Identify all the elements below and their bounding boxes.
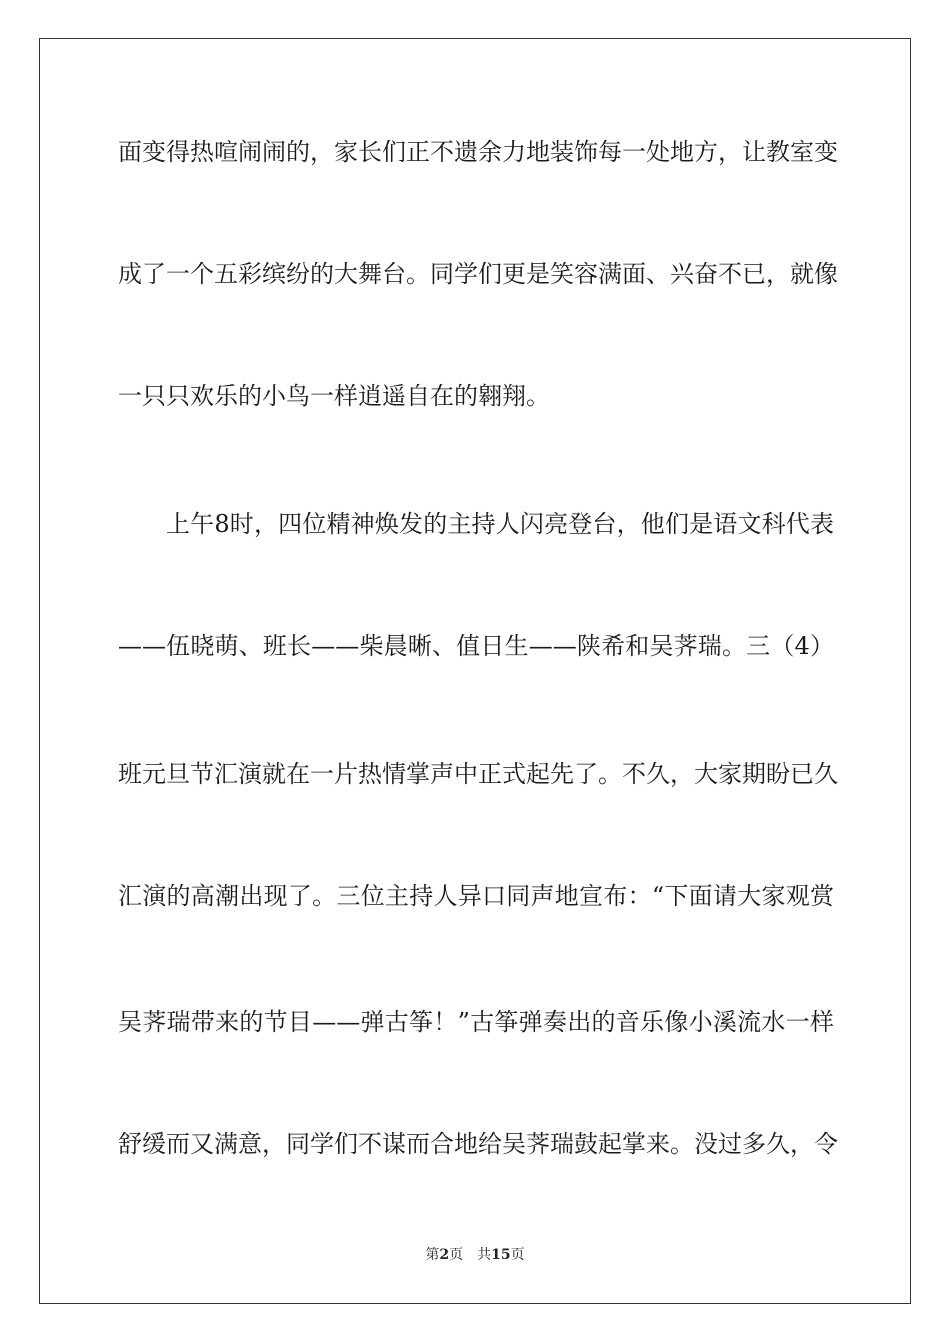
text-line: 一只只欢乐的小鸟一样逍遥自在的翱翔。 bbox=[118, 382, 550, 410]
text-line: 成了一个五彩缤纷的大舞台。同学们更是笑容满面、兴奋不已，就像 bbox=[118, 260, 838, 288]
page-border bbox=[39, 38, 911, 1304]
text-line: 舒缓而又满意，同学们不谋而合地给吴荠瑞鼓起掌来。没过多久，令 bbox=[118, 1130, 838, 1158]
text-line: 汇演的高潮出现了。三位主持人异口同声地宣布：“下面请大家观赏 bbox=[118, 882, 834, 910]
text-line: 吴荠瑞带来的节目——弹古筝！”古筝弹奏出的音乐像小溪流水一样 bbox=[118, 1008, 834, 1036]
page-number: 2 bbox=[439, 1247, 450, 1263]
text-line: 班元旦节汇演就在一片热情掌声中正式起先了。不久，大家期盼已久 bbox=[118, 760, 838, 788]
page-suffix: 页 bbox=[449, 1247, 464, 1263]
text-line: 上午8时，四位精神焕发的主持人闪亮登台，他们是语文科代表 bbox=[166, 510, 834, 538]
text-line: ——伍晓萌、班长——柴晨晰、值日生——陕希和吴荠瑞。三（4） bbox=[118, 632, 834, 660]
page-footer bbox=[0, 1246, 950, 1264]
page-prefix: 第 bbox=[425, 1247, 440, 1263]
total-suffix: 页 bbox=[510, 1247, 525, 1263]
total-prefix: 共 bbox=[477, 1247, 492, 1263]
total-pages: 15 bbox=[491, 1247, 511, 1263]
text-line: 面变得热喧闹闹的，家长们正不遗余力地装饰每一处地方，让教室变 bbox=[118, 138, 838, 166]
